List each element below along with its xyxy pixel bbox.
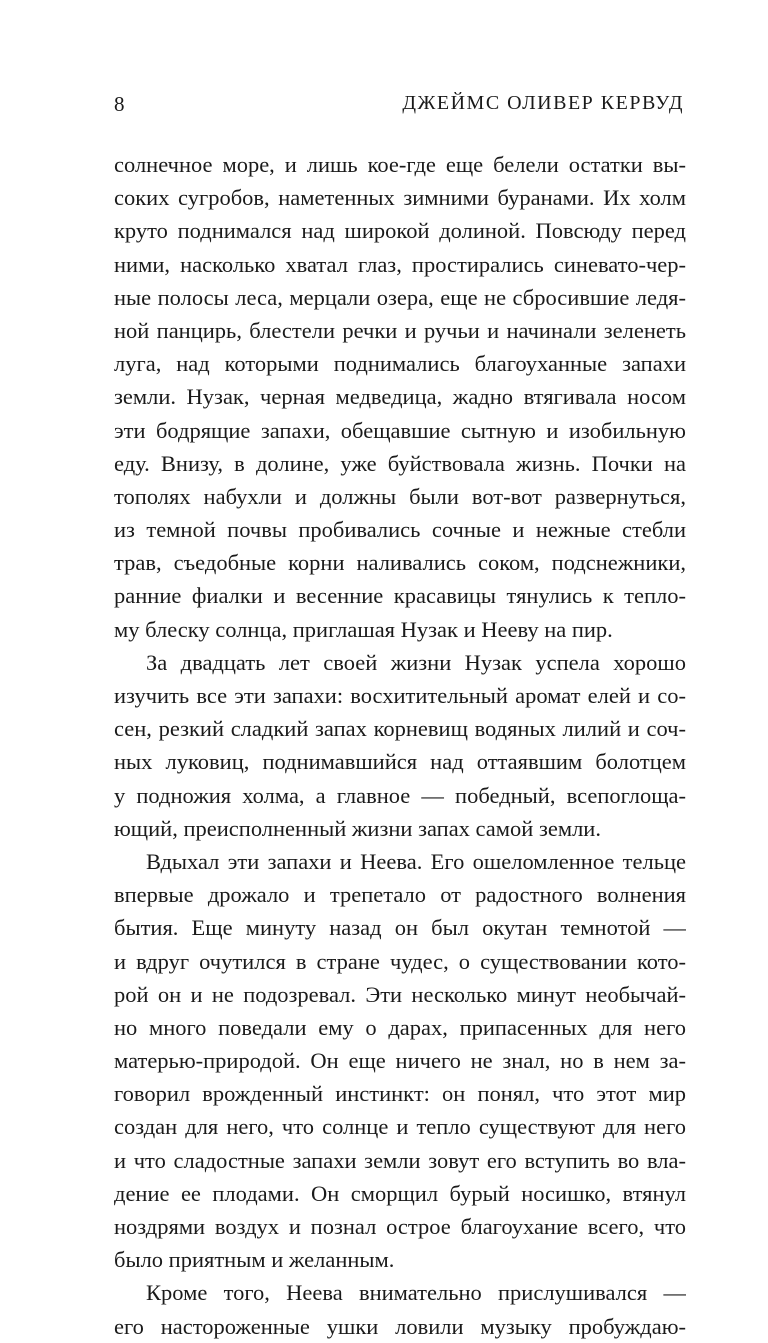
text-line: еду. Внизу, в долине, уже буйствовала жизнь. Почки на xyxy=(114,450,686,476)
text-line: дение ее плодами. Он сморщил бурый носишко, втянул xyxy=(114,1180,686,1206)
text-line: у подножия холма, а главное — победный, всепоглоща- xyxy=(114,782,686,808)
text-line: солнечное море, и лишь кое-где еще белели остатки вы- xyxy=(114,152,686,177)
page-number: 8 xyxy=(114,92,125,116)
text-line: тополях набухли и должны были вот-вот развернуться, xyxy=(114,483,686,509)
text-line: ных луковиц, поднимавшийся над оттаявшим болотцем xyxy=(114,749,686,775)
text-line: и что сладостные запахи земли зовут его вступить во вла- xyxy=(114,1147,686,1173)
text-line: Кроме того, Неева внимательно прислушивался — xyxy=(146,1280,686,1306)
text-line: бытия. Еще минуту назад он был окутан темнотой — xyxy=(114,915,686,941)
text-line: создан для него, что солнце и тепло существуют для него xyxy=(114,1114,686,1140)
text-line: ющий, преисполненный жизни запах самой земли. xyxy=(114,815,601,841)
running-title: ДЖЕЙМС ОЛИВЕР КЕРВУД xyxy=(402,92,684,114)
text-line: эти бодрящие запахи, обещавшие сытную и изобильную xyxy=(114,417,686,443)
text-line: трав, съедобные корни наливались соком, подснежники, xyxy=(114,550,686,576)
text-line: ними, насколько хватал глаз, простирались синевато-чер- xyxy=(114,251,686,277)
text-line: его настороженные ушки ловили музыку пробуждаю- xyxy=(114,1313,686,1339)
text-line: луга, над которыми поднимались благоуханные запахи xyxy=(114,351,686,377)
text-line: круто поднимался над широкой долиной. Повсюду перед xyxy=(114,218,686,244)
text-line: ной панцирь, блестели речки и ручьи и начинали зеленеть xyxy=(114,317,686,343)
text-line: из темной почвы пробивались сочные и нежные стебли xyxy=(114,517,686,543)
text-line: Вдыхал эти запахи и Неева. Его ошеломленное тельце xyxy=(146,848,686,874)
text-line: говорил врожденный инстинкт: он понял, что этот мир xyxy=(114,1081,686,1107)
text-line: было приятным и желанным. xyxy=(114,1247,395,1273)
text-line: и вдруг очутился в стране чудес, о существовании кото- xyxy=(114,948,686,974)
text-line: му блеску солнца, приглашая Нузак и Нееву на пир. xyxy=(114,616,613,642)
text-line: ные полосы леса, мерцали озера, еще не сбросившие ледя- xyxy=(114,284,686,310)
text-line: впервые дрожало и трепетало от радостного волнения xyxy=(114,882,686,908)
text-line: сен, резкий сладкий запах корневищ водяных лилий и соч- xyxy=(114,716,686,742)
text-line: рой он и не подозревал. Эти несколько минут необычай- xyxy=(114,981,686,1007)
text-line: ранние фиалки и весенние красавицы тянулись к тепло- xyxy=(114,583,686,609)
text-line: За двадцать лет своей жизни Нузак успела хорошо xyxy=(146,649,686,675)
text-line: земли. Нузак, черная медведица, жадно втягивала носом xyxy=(114,384,686,410)
text-line: соких сугробов, наметенных зимними буранами. Их холм xyxy=(114,185,686,211)
text-line: но много поведали ему о дарах, припасенных для него xyxy=(114,1014,686,1040)
text-line: матерью-природой. Он еще ничего не знал, но в нем за- xyxy=(114,1048,686,1074)
text-line: изучить все эти запахи: восхитительный аромат елей и со- xyxy=(114,683,686,708)
body-text xyxy=(114,148,686,1343)
text-line: ноздрями воздух и познал острое благоухание всего, что xyxy=(114,1214,686,1239)
